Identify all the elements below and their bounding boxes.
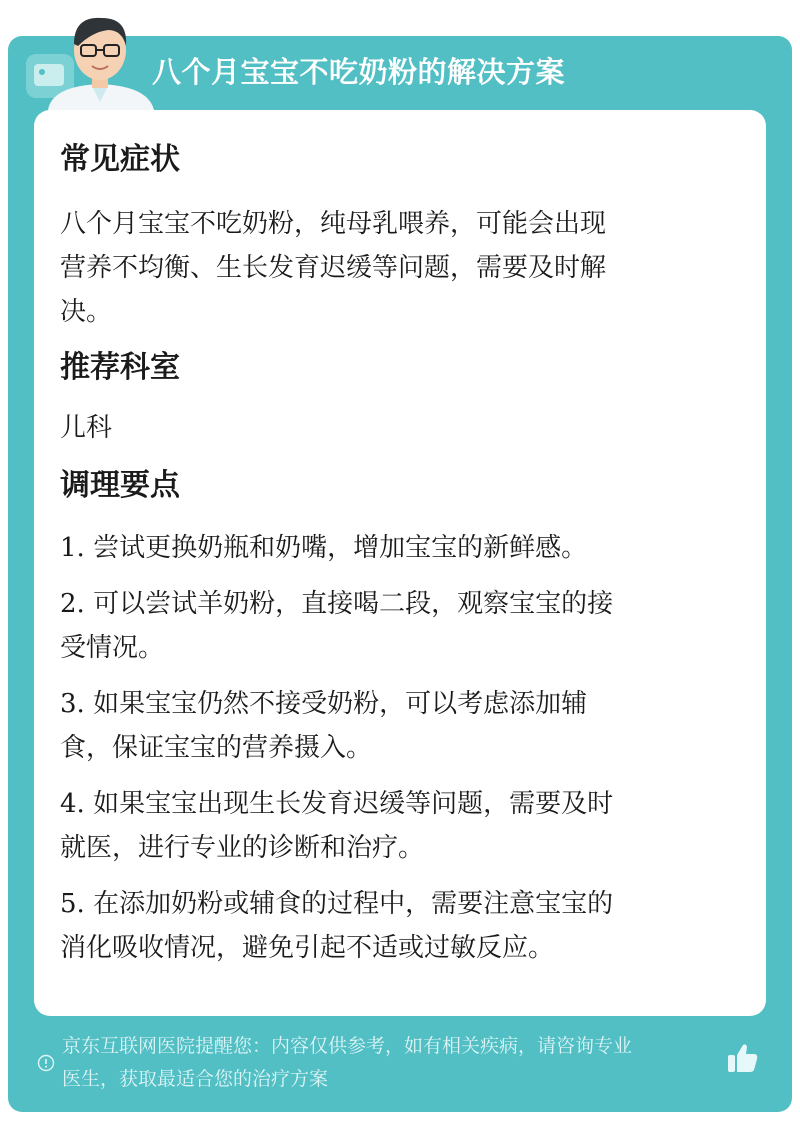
section-title-symptoms: 常见症状 (60, 142, 180, 177)
list-item: 2. 可以尝试羊奶粉，直接喝二段，观察宝宝的接 受情况。 (60, 589, 614, 663)
list-item: 1. 尝试更换奶瓶和奶嘴，增加宝宝的新鲜感。 (60, 533, 588, 563)
disclaimer-text: 京东互联网医院提醒您：内容仅供参考，如有相关疾病，请咨询专业 医生，获取最适合您的治疗方案 (62, 1035, 633, 1090)
section-title-care: 调理要点 (60, 468, 180, 503)
list-item: 4. 如果宝宝出现生长发育迟缓等问题，需要及时 就医，进行专业的诊断和治疗。 (60, 789, 614, 863)
list-item: 3. 如果宝宝仍然不接受奶粉，可以考虑添加辅 食，保证宝宝的营养摄入。 (60, 689, 588, 763)
content-body (60, 134, 740, 970)
info-icon (37, 1054, 55, 1072)
department-value: 儿科 (60, 413, 113, 443)
symptoms-text: 八个月宝宝不吃奶粉，纯母乳喂养，可能会出现 营养不均衡、生长发育迟缓等问题，需要及时解 决。 (60, 209, 607, 327)
list-item: 5. 在添加奶粉或辅食的过程中，需要注意宝宝的 消化吸收情况，避免引起不适或过敏反应。 (60, 889, 614, 963)
section-title-department: 推荐科室 (60, 350, 180, 385)
page-title: 八个月宝宝不吃奶粉的解决方案 (152, 55, 566, 89)
thumbs-up-icon[interactable] (724, 1040, 760, 1076)
